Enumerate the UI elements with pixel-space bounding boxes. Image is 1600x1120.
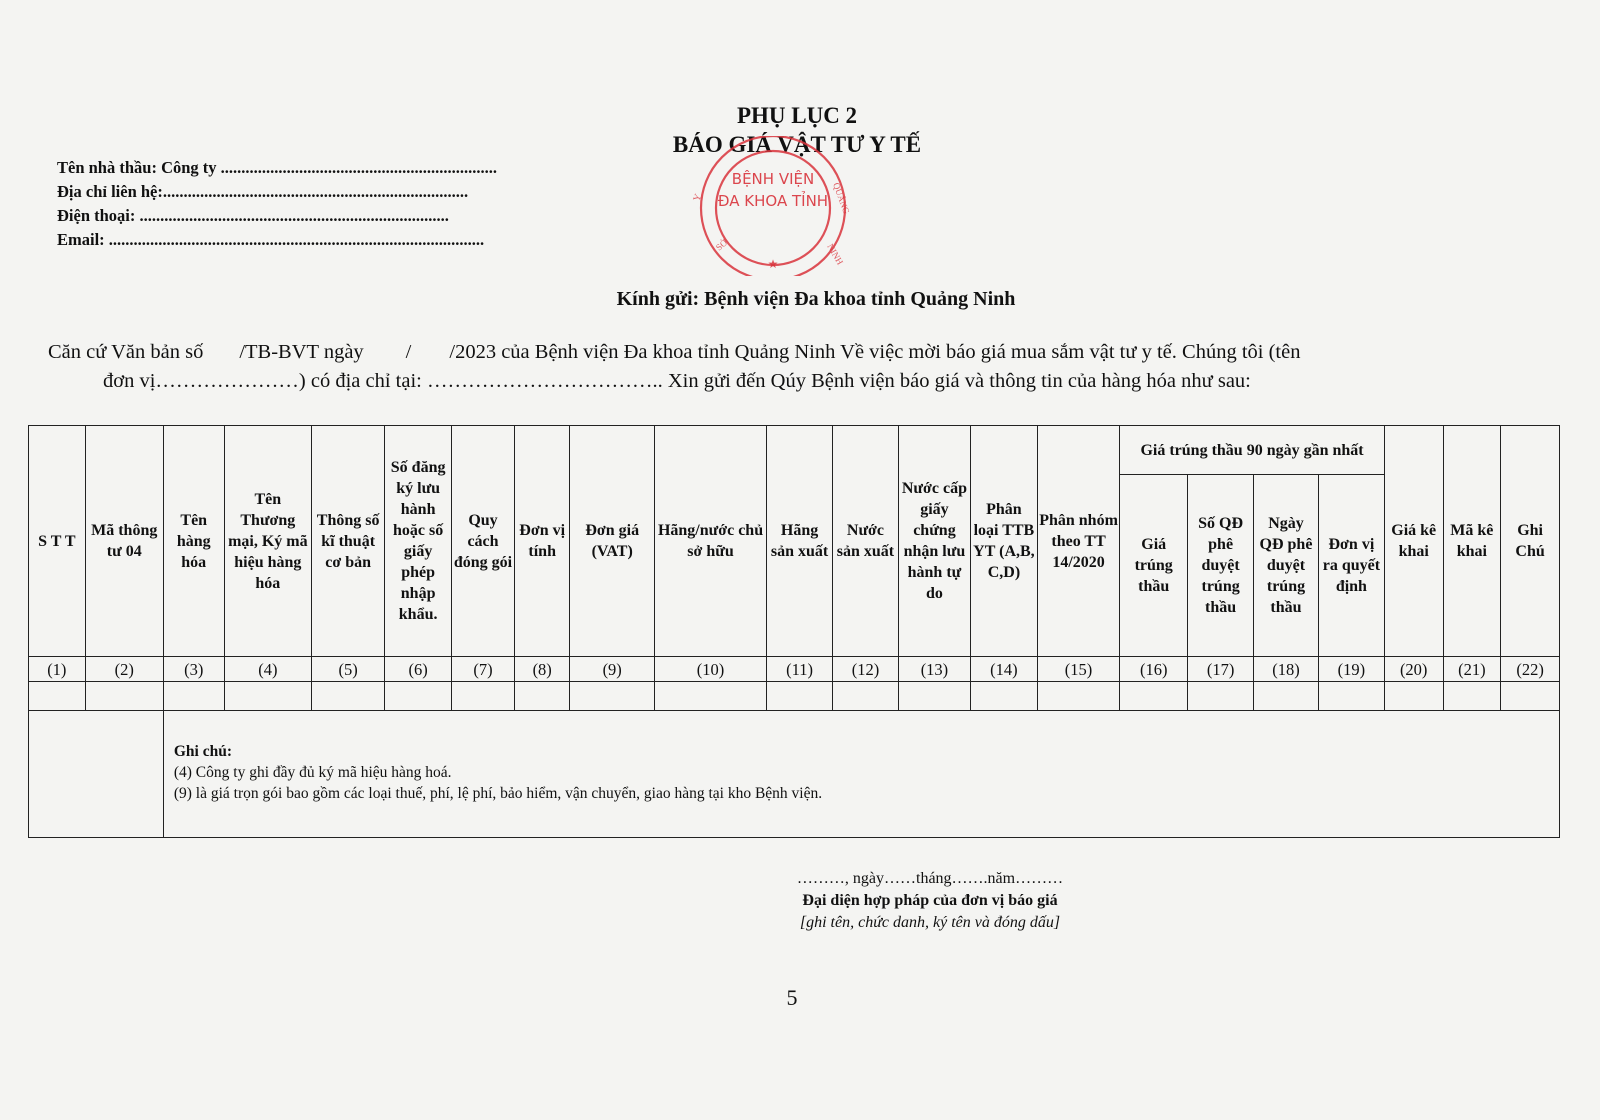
svg-text:QUẢNG: QUẢNG xyxy=(831,181,852,216)
header-ten-thuong-mai: Tên Thương mại, Ký mã hiệu hàng hóa xyxy=(224,426,312,657)
header-so-dang-ky: Số đăng ký lưu hành hoặc số giấy phép nhập khẩu. xyxy=(385,426,452,657)
intro-part-2: /TB-BVT ngày xyxy=(239,341,364,363)
column-number: (21) xyxy=(1443,657,1501,682)
column-number: (4) xyxy=(224,657,312,682)
intro-line-2: đơn vị…………………) có địa chỉ tại: …………………………….. Xin gửi đến Qúy Bệnh viện báo giá và thông tin của hàng hóa như sau: xyxy=(103,370,1251,392)
addressee: Kính gửi: Bệnh viện Đa khoa tỉnh Quảng Ninh xyxy=(616,288,1016,310)
document-title: BÁO GIÁ VẬT TƯ Y TẾ xyxy=(672,132,922,157)
header-don-vi-ra-qd: Đơn vị ra quyết định xyxy=(1318,475,1384,657)
intro-part-1: Căn cứ Văn bản số xyxy=(48,341,204,363)
table-cell xyxy=(1384,682,1443,711)
table-cell xyxy=(898,682,970,711)
column-number-row xyxy=(29,657,1560,682)
table-cell xyxy=(1501,682,1560,711)
header-ma-thong-tu: Mã thông tư 04 xyxy=(85,426,163,657)
header-ten-hang-hoa: Tên hàng hóa xyxy=(163,426,224,657)
intro-paragraph xyxy=(48,338,1558,396)
header-don-gia: Đơn giá (VAT) xyxy=(570,426,654,657)
notes-cell xyxy=(163,711,1559,838)
header-quy-cach: Quy cách đóng gói xyxy=(452,426,515,657)
header-group-gia-trung-thau: Giá trúng thầu 90 ngày gần nhất xyxy=(1120,426,1385,475)
contractor-name-field: Tên nhà thầu: Công ty ................................................................... xyxy=(57,158,498,177)
notes-left-cell xyxy=(29,711,164,838)
column-number: (20) xyxy=(1384,657,1443,682)
table-cell xyxy=(1188,682,1254,711)
table-cell xyxy=(1318,682,1384,711)
svg-text:NINH: NINH xyxy=(825,242,846,267)
header-hang-chu-so-huu: Hãng/nước chủ sở hữu xyxy=(654,426,766,657)
note-line-2: (9) là giá trọn gói bao gồm các loại thuế, phí, lệ phí, bảo hiểm, vận chuyển, giao hàng tại kho Bệnh viện. xyxy=(173,785,823,802)
column-number: (16) xyxy=(1120,657,1188,682)
column-number: (18) xyxy=(1254,657,1319,682)
notes-title: Ghi chú: xyxy=(173,743,232,760)
column-number: (9) xyxy=(570,657,654,682)
table-cell xyxy=(385,682,452,711)
column-number: (19) xyxy=(1318,657,1384,682)
column-number: (10) xyxy=(654,657,766,682)
table-cell xyxy=(1037,682,1119,711)
svg-text:Y: Y xyxy=(691,192,705,204)
table-row xyxy=(29,682,1560,711)
table-cell xyxy=(85,682,163,711)
header-nuoc-san-xuat: Nước sản xuất xyxy=(833,426,899,657)
svg-text:SỞ: SỞ xyxy=(713,237,730,253)
column-number: (3) xyxy=(163,657,224,682)
signature-hint: [ghi tên, chức danh, ký tên và đóng dấu] xyxy=(799,914,1061,931)
column-number: (5) xyxy=(312,657,385,682)
signature-date: ………, ngày……tháng…….năm……… xyxy=(796,870,1064,887)
contractor-email-field: Email: ........................................................................................... xyxy=(57,230,485,249)
table-cell xyxy=(312,682,385,711)
column-number: (12) xyxy=(833,657,899,682)
svg-text:★: ★ xyxy=(767,257,779,271)
header-phan-nhom: Phân nhóm theo TT 14/2020 xyxy=(1037,426,1119,657)
quotation-table xyxy=(28,425,1560,838)
stamp-line-2: ĐA KHOA TỈNH xyxy=(717,192,829,210)
header-row-1 xyxy=(29,426,1560,475)
table-cell xyxy=(833,682,899,711)
header-ngay-qd: Ngày QĐ phê duyệt trúng thầu xyxy=(1254,475,1319,657)
column-number: (1) xyxy=(29,657,86,682)
table-cell xyxy=(29,682,86,711)
note-line-1: (4) Công ty ghi đầy đủ ký mã hiệu hàng hoá. xyxy=(173,764,452,781)
table-cell xyxy=(163,682,224,711)
table-cell xyxy=(767,682,833,711)
hospital-stamp-seal xyxy=(689,136,857,276)
column-number: (6) xyxy=(385,657,452,682)
column-number: (15) xyxy=(1037,657,1119,682)
page-number: 5 xyxy=(786,985,798,1010)
header-gia-trung-thau: Giá trúng thầu xyxy=(1120,475,1188,657)
header-phan-loai: Phân loại TTB YT (A,B, C,D) xyxy=(970,426,1037,657)
header-ghi-chu: Ghi Chú xyxy=(1501,426,1560,657)
intro-part-4: /2023 của Bệnh viện Đa khoa tỉnh Quảng Ninh Về việc mời báo giá mua sắm vật tư y tế. Chúng tôi (tên xyxy=(449,341,1301,363)
stamp-line-1: BỆNH VIỆN xyxy=(731,170,815,188)
column-number: (2) xyxy=(85,657,163,682)
table-cell xyxy=(452,682,515,711)
header-ma-ke-khai: Mã kê khai xyxy=(1443,426,1501,657)
column-number: (13) xyxy=(898,657,970,682)
table-cell xyxy=(570,682,654,711)
appendix-title: PHỤ LỤC 2 xyxy=(736,103,858,128)
intro-part-3: / xyxy=(405,341,412,363)
notes-row xyxy=(29,711,1560,838)
header-don-vi-tinh: Đơn vị tính xyxy=(514,426,570,657)
column-number: (17) xyxy=(1188,657,1254,682)
table-cell xyxy=(970,682,1037,711)
column-number: (7) xyxy=(452,657,515,682)
header-nuoc-cap-giay: Nước cấp giấy chứng nhận lưu hành tự do xyxy=(898,426,970,657)
header-so-qd: Số QĐ phê duyệt trúng thầu xyxy=(1188,475,1254,657)
table-cell xyxy=(514,682,570,711)
signature-representative: Đại diện hợp pháp của đơn vị báo giá xyxy=(802,892,1058,909)
header-stt: S T T xyxy=(29,426,86,657)
column-number: (11) xyxy=(767,657,833,682)
header-hang-san-xuat: Hãng sản xuất xyxy=(767,426,833,657)
contractor-address-field: Địa chỉ liên hệ:.......................................................................... xyxy=(57,182,469,201)
table-cell xyxy=(224,682,312,711)
table-cell xyxy=(1254,682,1319,711)
signature-block xyxy=(760,868,1100,934)
column-number: (8) xyxy=(514,657,570,682)
column-number: (22) xyxy=(1501,657,1560,682)
column-number: (14) xyxy=(970,657,1037,682)
table-cell xyxy=(1120,682,1188,711)
header-thong-so: Thông số kĩ thuật cơ bản xyxy=(312,426,385,657)
table-cell xyxy=(1443,682,1501,711)
table-cell xyxy=(654,682,766,711)
contractor-info xyxy=(57,156,497,252)
header-gia-ke-khai: Giá kê khai xyxy=(1384,426,1443,657)
contractor-phone-field: Điện thoại: ........................................................................... xyxy=(57,206,449,225)
